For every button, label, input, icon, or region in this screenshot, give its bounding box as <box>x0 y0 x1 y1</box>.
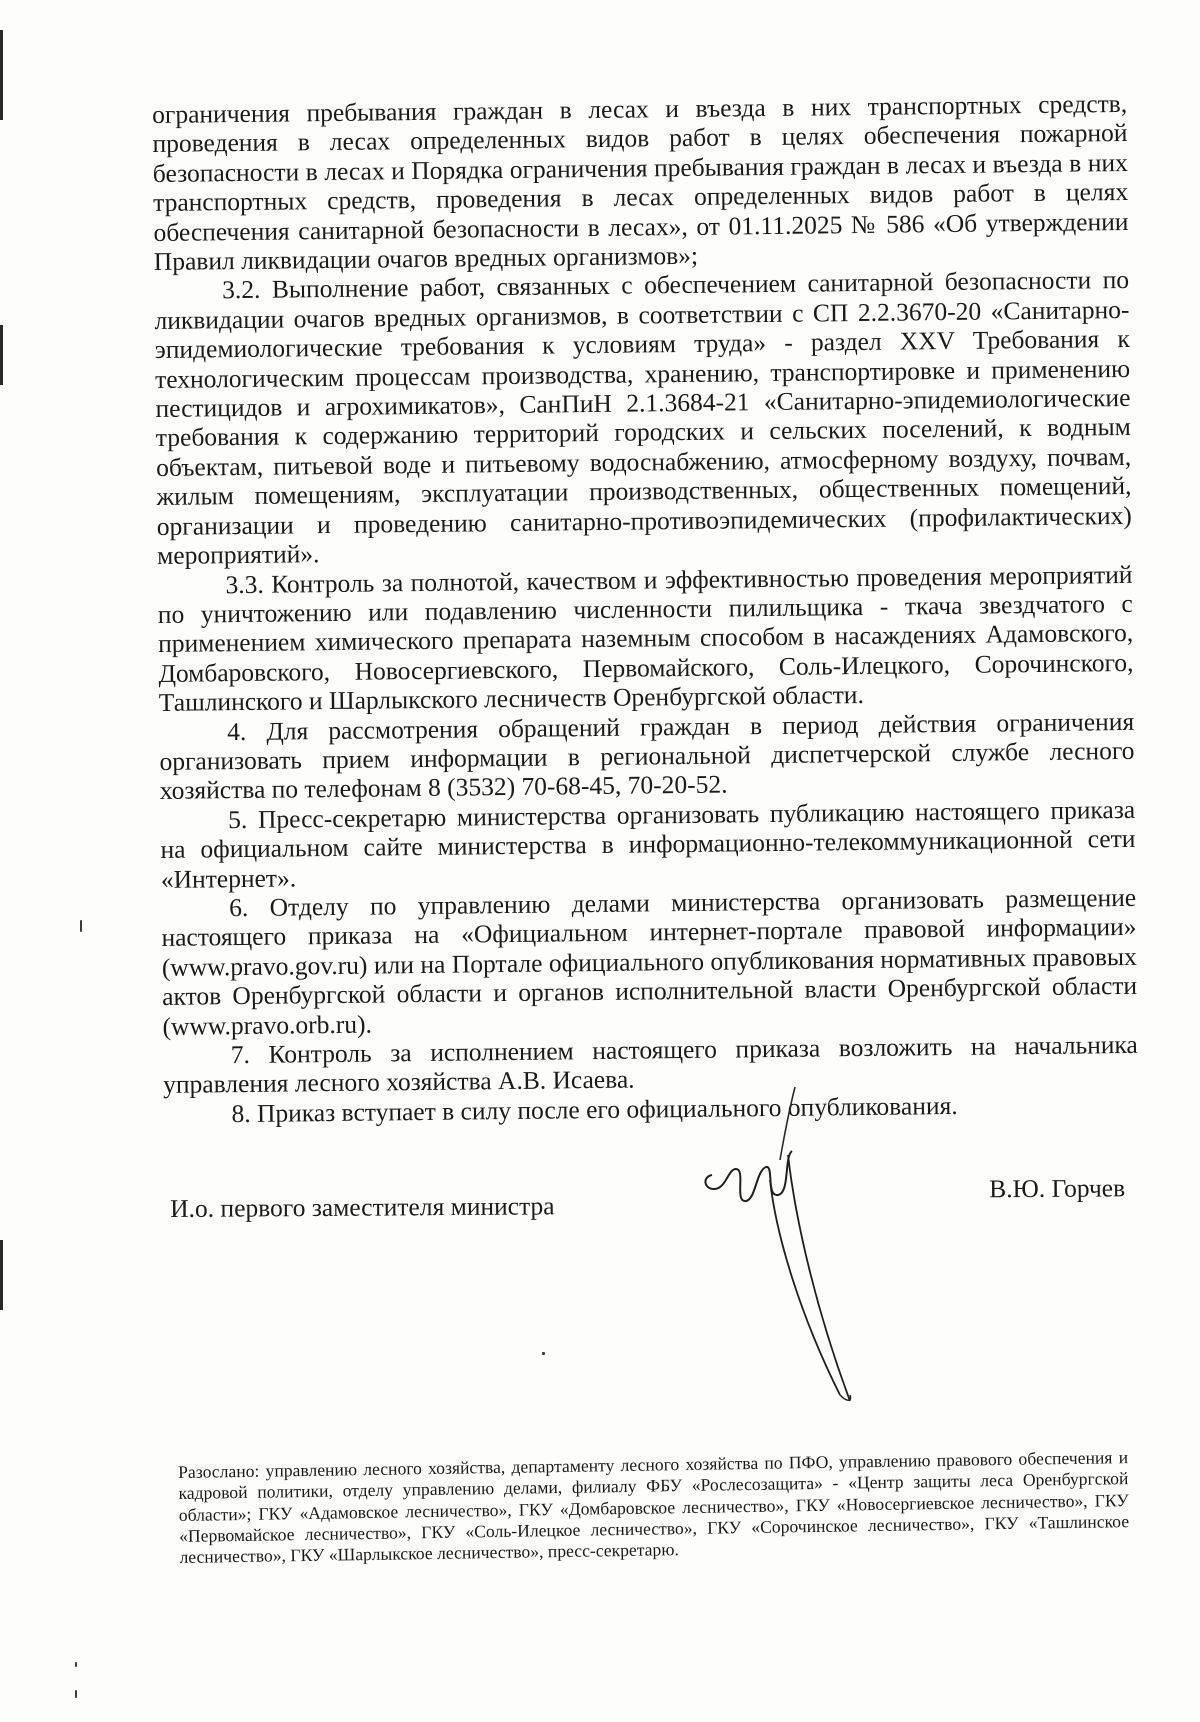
scan-edge-mark <box>0 325 3 385</box>
paragraph-8: 8. Приказ вступает в силу после его официального опубликования. <box>231 1090 958 1128</box>
distribution-list: Разослано: управлению лесного хозяйства, департаменту лесного хозяйства по ПФО, управлению правового обеспечения и кадровой политики, отделу управлению делами, филиалу ФБУ «Рослесозащита» - «Центр защиты леса Оренбургской области»; ГКУ «Адамовское лесничество», ГКУ «Домбаровское лесничество», ГКУ «Новосергиевское лесничество», ГКУ «Первомайское лесничество», ГКУ «Соль-Илецкое лесничество», ГКУ «Сорочинское лесничество», ГКУ «Ташлинское лесничество», ГКУ «Шарлыкское лесничество», пресс-секретарю. <box>178 1447 1130 1568</box>
scan-speck <box>75 1662 77 1667</box>
paragraph-6: 6. Отделу по управлению делами министерства организовать размещение настоящего приказа на «Официальном интернет-портале правовой информации» (www.pravo.gov.ru) или на Портале официального опубликования нормативных правовых актов Оренбургской области и органов исполнительной власти Оренбургской области (www.pravo.orb.ru). <box>161 882 1138 1041</box>
signatory-name: В.Ю. Горчев <box>989 1173 1126 1204</box>
handwritten-signature <box>700 1085 890 1405</box>
signatory-position: И.о. первого заместителя министра <box>170 1191 555 1223</box>
scan-speck <box>80 920 82 932</box>
paragraph-3-3: 3.3. Контроль за полнотой, качеством и эффективностью проведения мероприятий по уничтожению или подавлению численности пилильщика - ткача звездчатого с применением химического препарата наземным способом в насаждениях Адамовского, Домбаровского, Новосергиевского, Первомайского, Соль-Илецкого, Сорочинского, Ташлинского и Шарлыкского лесничеств Оренбургской области. <box>157 559 1134 718</box>
paragraph-7: 7. Контроль за исполнением настоящего приказа возложить на начальника управления лесного хозяйства А.В. Исаева. <box>163 1029 1138 1100</box>
paragraph-4: 4. Для рассмотрения обращений граждан в период действия ограничения организовать прием информации в региональной диспетчерской службе лесного хозяйства по телефонам 8 (3532) 70-68-45, 70-20-52. <box>159 706 1135 806</box>
scan-speck <box>542 1352 545 1355</box>
document-body <box>152 89 1139 1129</box>
paragraph-3-2: 3.2. Выполнение работ, связанных с обеспечением санитарной безопасности по ликвидации очагов вредных организмов, в соответствии с СП 2.2.3670-20 «Санитарно-эпидемиологические требования к условиям труда» - раздел XXV Требования к технологическим процессам производства, хранению, транспортировке и применению пестицидов и агрохимикатов», СанПиН 2.1.3684-21 «Санитарно-эпидемиологические требования к содержанию территорий городских и сельских поселений, к водным объектам, питьевой воде и питьевому водоснабжению, атмосферному воздуху, почвам, жилым помещениям, эксплуатации производственных, общественных помещений, организации и проведению санитарно-противоэпидемических (профилактических) мероприятий». <box>154 265 1132 571</box>
scan-edge-mark <box>0 30 3 120</box>
scan-speck <box>75 1690 77 1698</box>
scan-edge-mark <box>0 1240 3 1310</box>
signature-block <box>170 1173 1126 1223</box>
paragraph-5: 5. Пресс-секретарю министерства организовать публикацию настоящего приказа на официальном сайте министерства в информационно-телекоммуникационной сети «Интернет». <box>160 794 1136 894</box>
paragraph-continuation: ограничения пребывания граждан в лесах и въезда в них транспортных средств, проведения в лесах определенных видов работ в целях обеспечения пожарной безопасности в лесах и Порядка ограничения пребывания граждан в лесах и въезда в них транспортных средств, проведения в лесах определенных видов работ в целях обеспечения санитарной безопасности в лесах», от 01.11.2025 № 586 «Об утверждении Правил ликвидации очагов вредных организмов»; <box>152 88 1129 277</box>
